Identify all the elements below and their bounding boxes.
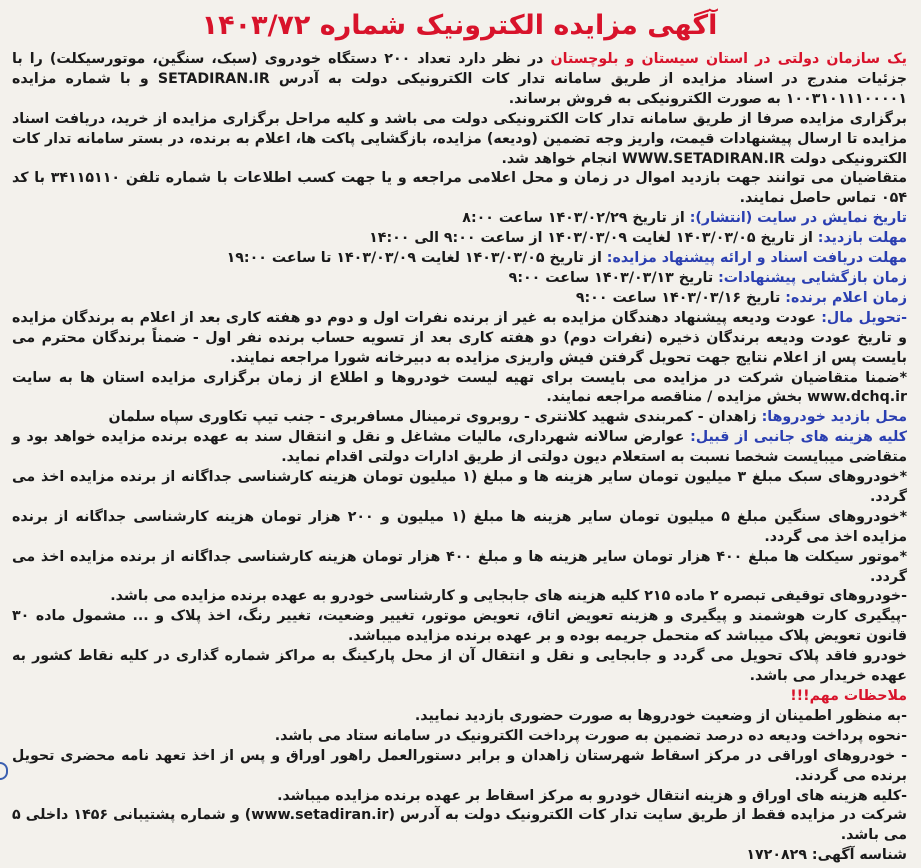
process-paragraph: برگزاری مزایده صرفا از طریق سامانه تدار کات الکترونیکی دولت می باشد و کلیه مراحل برگزاری مزایده از خرید، دریافت اسناد مزایده تا ارسال پیشنهادات قیمت، واریز وجه تضمین (ودیعه) مزایده، بازگشایی پاکت ها، اعلام به برنده، در بستر سامانه تدار کات الکترونیکی دولت WWW.SETADIRAN.IR انجام خواهد شد. [12, 110, 907, 167]
date-visit: مهلت بازدید: از تاریخ ۱۴۰۳/۰۳/۰۵ لغایت ۱۴۰۳/۰۳/۰۹ از ساعت ۹:۰۰ الی ۱۴:۰۰ [369, 230, 907, 247]
edge-mark-icon [0, 762, 8, 780]
date-opening: زمان بازگشایی پیشنهادات: تاریخ ۱۴۰۳/۰۳/۱۳ ساعت ۹:۰۰ [508, 269, 907, 286]
setadiran-footer-link[interactable]: www.setadiran.ir [251, 807, 389, 824]
note-item: -به منظور اطمینان از وضعیت خودروها به صورت حضوری بازدید نمایید. [414, 707, 907, 724]
note-item: -نحوه پرداخت ودیعه ده درصد تضمین به صورت پرداخت الکترونیک در سامانه ستاد می باشد. [274, 727, 907, 744]
notes-heading: ملاحظات مهم!!! [790, 688, 907, 704]
note-item: - خودروهای اوراقی در مرکز اسقاط شهرستان زاهدان و برابر دستورالعمل راهور اوراق و پس از اخذ تعهد نامه محضری تحویل برنده می گردند. [12, 747, 907, 784]
ad-id: شناسه آگهی: ۱۷۲۰۸۲۹ [746, 847, 907, 864]
list-item: *موتور سیکلت ها مبلغ ۴۰۰ هزار تومان سایر هزینه ها و مبلغ ۴۰۰ هزار تومان هزینه کارشناسی جداگانه از برنده مزایده اخذ می گردد. [12, 548, 907, 585]
notice-paragraph: *ضمنا متقاضیان شرکت در مزایده می بایست برای تهیه لیست خودروها و اطلاع از زمان برگزاری مزایده استان ها به سایت www.dchq.ir بخش مزایده / مناقصه مراجعه نمایند. [12, 369, 907, 406]
contact-paragraph: متقاضیان می توانند جهت بازدید اموال در زمان و محل اعلامی مراجعه و یا جهت کسب اطلاعات با شماره تلفن ۳۴۱۱۵۱۱۰ با کد ۰۵۴ تماس حاصل نمایند. [12, 170, 908, 207]
setadiran-link[interactable]: SETADIRAN.IR [157, 70, 270, 87]
list-item: خودرو فاقد پلاک تحویل می گردد و جابجایی و نقل و انتقال آن از محل پارکینگ به مراکز شماره گذاری در کلیه نقاط کشور به عهده خریدار می باشد. [12, 648, 907, 685]
ad-title: آگهی مزایده الکترونیک شماره ۱۴۰۳/۷۲ [201, 10, 718, 41]
footer-paragraph: شرکت در مزایده فقط از طریق سایت تدار کات الکترونیک دولت به آدرس (www.setadiran.ir) و شماره پشتیبانی ۱۴۵۶ داخلی ۵ می باشد. [12, 807, 907, 844]
date-publish: تاریخ نمایش در سایت (انتشار): از تاریخ ۱۴۰۳/۰۲/۲۹ ساعت ۸:۰۰ [462, 210, 907, 227]
setadiran-www-link[interactable]: WWW.SETADIRAN.IR [621, 150, 786, 167]
location-paragraph: محل بازدید خودروها: زاهدان - کمربندی شهید کلانتری - روبروی ترمینال مسافربری - جنب تیپ تکاوری سپاه سلمان [108, 409, 907, 426]
delivery-paragraph: -تحویل مال: عودت ودیعه پیشنهاد دهندگان مزایده به غیر از برنده نفرات اول و دوم دو هفته کاری بعد از اعلام به برندگان مزایده و تاریخ عودت ودیعه برندگان ذخیره (نفرات دوم) دو هفته کاری بعد از تسویه حساب برنده نفر اول - ضمناً برندگان محترم می بایست پس از اعلام نتایج جهت تحویل گرفتن فیش واریزی مزایده به دبیرخانه شورا مراجعه نمایند. [12, 309, 907, 366]
list-item: *خودروهای سبک مبلغ ۳ میلیون تومان سایر هزینه ها و مبلغ (۱ میلیون تومان هزینه کارشناسی جداگانه از برنده مزایده اخذ می گردد. [12, 469, 908, 505]
costs-paragraph: کلیه هزینه های جانبی از قبیل: عوارض سالانه شهرداری، مالیات مشاغل و نقل و انتقال سند به عهده برنده مزایده خواهد بود و متقاضی میبایست شخصا نسبت به استعلام دیون دولتی از طریق ادارات دولتی اقدام نماید. [12, 429, 907, 466]
list-item: -خودروهای توقیفی تبصره ۲ ماده ۲۱۵ کلیه هزینه های جابجایی و کارشناسی خودرو به عهده برنده مزایده می باشد. [110, 588, 907, 605]
ad-body [12, 50, 907, 866]
note-item: -کلیه هزینه های اوراق و هزینه انتقال خودرو به مرکز اسقاط بر عهده برنده مزایده میباشد. [277, 787, 907, 804]
list-item: *خودروهای سنگین مبلغ ۵ میلیون تومان سایر هزینه ها مبلغ (۱ میلیون و ۲۰۰ هزار تومان هزینه کارشناسی جداگانه از برنده مزایده اخذ می گردد. [12, 508, 907, 545]
org-name: یک سازمان دولتی در استان سیستان و بلوچستان [550, 51, 908, 67]
intro-paragraph: یک سازمان دولتی در استان سیستان و بلوچستان در نظر دارد تعداد ۲۰۰ دستگاه خودروی (سبک، سنگین، موتورسیکلت) را با جزئیات مندرج در اسناد مزایده از طریق سامانه تدار کات الکترونیکی دولت به آدرس SETADIRAN.IR و با شماره مزایده ۱۰۰۳۱۰۱۱۱۰۰۰۰۱ به صورت الکترونیکی به فروش برساند. [12, 51, 908, 107]
list-item: -پیگیری کارت هوشمند و پیگیری و هزینه تعویض اتاق، تعویض موتور، تغییر وضعیت، تغییر رنگ، اخذ پلاک و ... مشمول ماده ۳۰ قانون تعویض پلاک میباشد که متحمل جریمه بوده و بر عهده برنده مزایده میباشد. [12, 608, 907, 645]
dchq-link[interactable]: www.dchq.ir [807, 389, 907, 406]
date-documents: مهلت دریافت اسناد و ارائه پیشنهاد مزایده: از تاریخ ۱۴۰۳/۰۳/۰۵ لغایت ۱۴۰۳/۰۳/۰۹ تا ساعت ۱۹:۰۰ [226, 250, 907, 267]
date-winner: زمان اعلام برنده: تاریخ ۱۴۰۳/۰۳/۱۶ ساعت ۹:۰۰ [575, 289, 907, 306]
